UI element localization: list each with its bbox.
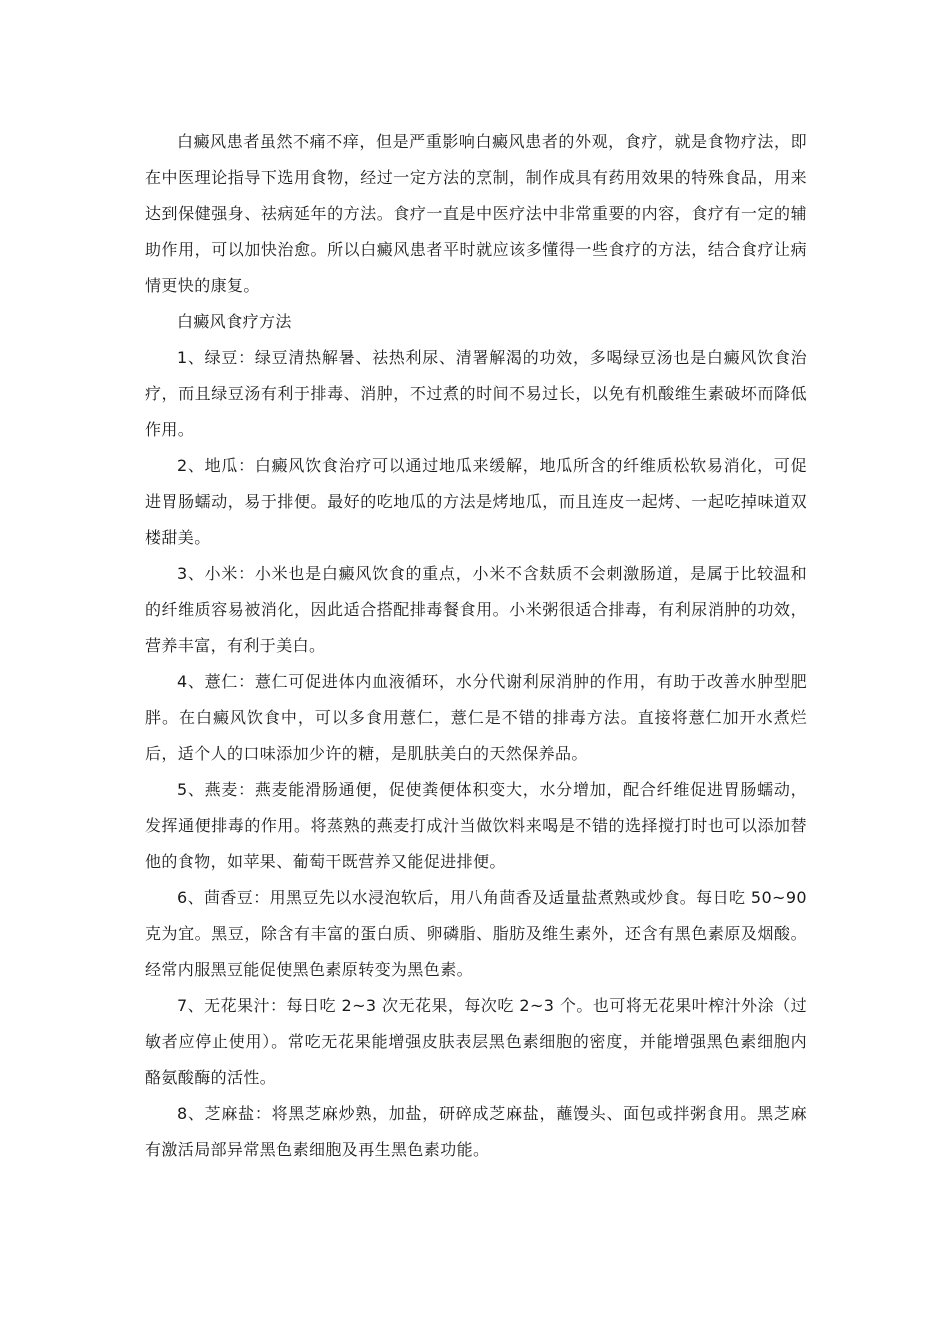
list-item-millet: 3、小米：小米也是白癜风饮食的重点，小米不含麸质不会刺激肠道，是属于比较温和的纤维质容易被消化，因此适合搭配排毒餐食用。小米粥很适合排毒，有利尿消肿的功效，营养丰富，有利于美白。: [145, 564, 807, 655]
list-item-sweet-potato: 2、地瓜：白癜风饮食治疗可以通过地瓜来缓解，地瓜所含的纤维质松软易消化，可促进胃肠蠕动，易于排便。最好的吃地瓜的方法是烤地瓜，而且连皮一起烤、一起吃掉味道双楼甜美。: [145, 456, 807, 547]
list-item-fennel-bean: 6、茴香豆：用黑豆先以水浸泡软后，用八角茴香及适量盐煮熟或炒食。每日吃 50~90 克为宜。黑豆，除含有丰富的蛋白质、卵磷脂、脂肪及维生素外，还含有黑色素原及烟酸。经常内服黑豆能促使黑色素原转变为黑色素。: [145, 888, 807, 979]
list-item-sesame-salt: 8、芝麻盐：将黑芝麻炒熟，加盐，研碎成芝麻盐，蘸馒头、面包或拌粥食用。黑芝麻有激活局部异常黑色素细胞及再生黑色素功能。: [145, 1104, 807, 1159]
list-item-mung-bean: 1、绿豆：绿豆清热解暑、祛热利尿、清署解渴的功效，多喝绿豆汤也是白癜风饮食治疗，而且绿豆汤有利于排毒、消肿，不过煮的时间不易过长，以免有机酸维生素破坏而降低作用。: [145, 348, 807, 439]
list-item-fig-juice: 7、无花果汁：每日吃 2~3 次无花果，每次吃 2~3 个。也可将无花果叶榨汁外涂（过敏者应停止使用）。常吃无花果能增强皮肤表层黑色素细胞的密度，并能增强黑色素细胞内酪氨酸酶的活性。: [145, 996, 807, 1087]
list-item-oats: 5、燕麦：燕麦能滑肠通便，促使粪便体积变大，水分增加，配合纤维促进胃肠蠕动，发挥通便排毒的作用。将蒸熟的燕麦打成汁当做饮料来喝是不错的选择搅打时也可以添加替他的食物，如苹果、葡萄干既营养又能促进排便。: [145, 780, 807, 871]
intro-paragraph: 白癜风患者虽然不痛不痒，但是严重影响白癜风患者的外观，食疗，就是食物疗法，即在中医理论指导下选用食物，经过一定方法的烹制，制作成具有药用效果的特殊食品，用来达到保健强身、祛病延年的方法。食疗一直是中医疗法中非常重要的内容，食疗有一定的辅助作用，可以加快治愈。所以白癜风患者平时就应该多懂得一些食疗的方法，结合食疗让病情更快的康复。: [145, 132, 807, 295]
list-item-coix-seed: 4、薏仁：薏仁可促进体内血液循环，水分代谢利尿消肿的作用，有助于改善水肿型肥胖。在白癜风饮食中，可以多食用薏仁，薏仁是不错的排毒方法。直接将薏仁加开水煮烂后，适个人的口味添加少许的糖，是肌肤美白的天然保养品。: [145, 672, 807, 763]
document-body: [145, 124, 807, 1168]
section-heading: 白癜风食疗方法: [177, 312, 292, 331]
